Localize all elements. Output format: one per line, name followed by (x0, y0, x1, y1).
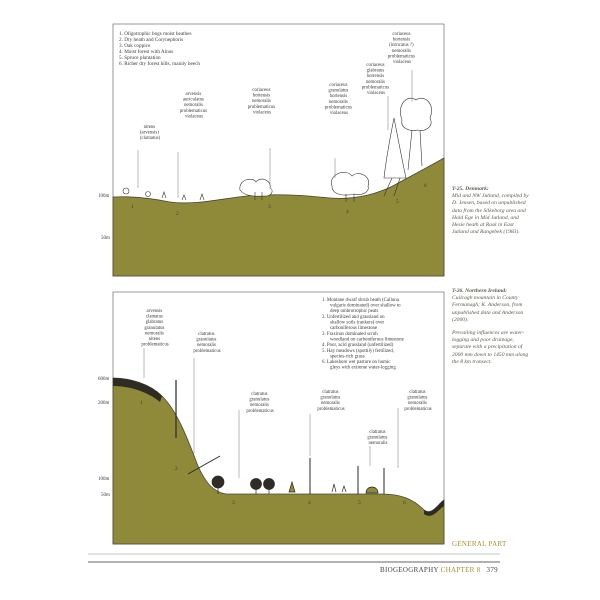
footer-page-number: 379 (486, 566, 498, 574)
footer-running-head (380, 566, 498, 574)
elevation-200m-p2: 200m (98, 401, 110, 406)
zone-3-p2: 3 (232, 500, 235, 506)
annotation-p1-a: nitens (arvensis) (clamatus) (139, 125, 161, 142)
zone-6-p2: 6 (403, 500, 406, 506)
zone-2-p2: 2 (175, 466, 178, 472)
annotation-p1-e: coriaceus glabratus hortensis nemoralis problematicus violaceus (361, 63, 389, 96)
elevation-50m-p2: 50m (101, 493, 110, 498)
elevation-100m-p1: 100m (98, 194, 110, 199)
legend-p2-2: 2. Unfertilized and grassland on shallow soils (rankers) over carboniferous limestone (322, 315, 385, 331)
legend-p1-5: 5. Spruce plantation (119, 55, 161, 61)
panel-2-diagram (98, 292, 444, 544)
annotation-p2-e: clatratus granulatus nemoralis (367, 430, 388, 447)
zone-1-p1: 1 (131, 204, 134, 210)
elevation-600m-p2: 600m (98, 377, 110, 382)
caption-northern-ireland (452, 288, 530, 366)
caption-ni-heading: T-26. Northern Ireland: (452, 288, 507, 294)
annotation-p2-a: arvensis clamatus glabratus granulatus nemoralis nitens problematicus (141, 309, 169, 348)
zone-4-p2: 4 (308, 500, 311, 506)
annotation-p1-f: coriaceus hortensis (intricatus ?) nemoralis problematicus violaceus (387, 32, 415, 65)
footer-chapter: CHAPTER 8 (440, 566, 481, 574)
legend-p1-4: 4. Moist forest with Alnus (119, 49, 174, 55)
legend-p2-3: 3. Fraxinus dominated scrub woodland on carboniferous limestone (322, 332, 404, 343)
legend-p2-6: 6. Lakeshore wet pasture on humic gleys with extreme water-logging (322, 360, 396, 371)
zone-4-p1: 4 (346, 209, 349, 215)
legend-p1-2: 2. Dry heath and Corynephoris (119, 37, 184, 43)
zone-6-p1: 6 (424, 183, 427, 189)
footer-section-label: GENERAL PART (452, 540, 507, 548)
annotation-p2-d: clatratus granulatus nemoralis problematicus (317, 390, 345, 412)
zone-2-p1: 2 (176, 211, 179, 217)
annotation-p2-c: clatratus granulatus nemoralis problematicus (246, 392, 274, 414)
caption-ni-text-2: Prevailing influences are water-logging and poor drainage, separate with a precipitation of 2000 mm down to 1450 mm along the 8 km transect. (452, 330, 529, 365)
elevation-100m-p2: 100m (98, 477, 110, 482)
footer-book-title: BIOGEOGRAPHY (380, 566, 439, 574)
caption-denmark-heading: T-25. Denmark: (452, 186, 489, 192)
legend-p2-5: 5. Hay meadows (spottily) fertilized, species-rich grass (322, 349, 394, 360)
legend-p1-1: 1. Oligotrophic bogs moist heathes (119, 31, 192, 37)
legend-p1-3: 3. Oak coppice (119, 43, 151, 49)
legend-p2-4: 4. Poor, acid grassland (unfertilized) (322, 343, 394, 348)
zone-5-p2: 5 (358, 500, 361, 506)
zone-3-p1: 3 (268, 204, 271, 210)
panel-2-elevations (98, 377, 110, 498)
annotation-p2-f: clatratus granulatus nemoralis problematicus (404, 390, 432, 412)
zone-5-p1: 5 (396, 199, 399, 205)
legend-p1-6: 6. Richer dry forest hills, mainly beech (119, 61, 200, 67)
annotation-p1-c: coriaceus hortensis nemoralis problematicus violaceus (247, 88, 275, 116)
annotation-p1-b: arvensis auriculatus nemoralis problematicus violaceus (179, 92, 207, 120)
caption-denmark (452, 186, 530, 236)
caption-denmark-text: Mid and NW Jutland, compiled by D. Jensen, based on unpublished data from the Silkeborg area and Hald Ege in Mid Jutland, and Hesie heath at Rask in East Jutland and Rangebek (1983). (452, 193, 529, 236)
panel-1-diagram (98, 24, 444, 276)
elevation-50m-p1: 50m (101, 236, 110, 241)
zone-1-p2: 1 (140, 400, 143, 406)
annotation-p2-b: clatratus granulatus nemoralis problematicus (193, 332, 221, 354)
caption-ni-text: Cuilcagh mountain in County Fermanagh; K. Anderson, from unpublished data and Anderson (2000). (452, 295, 524, 323)
annotation-p1-d: coriaceus granulatus hortensis nemoralis problematicus violaceus (324, 83, 352, 116)
legend-p2-1: 1. Montane dwarf shrub heath (Calluna vulgaris dominated) over shallow to deep ombrotrophic peats (322, 298, 401, 314)
